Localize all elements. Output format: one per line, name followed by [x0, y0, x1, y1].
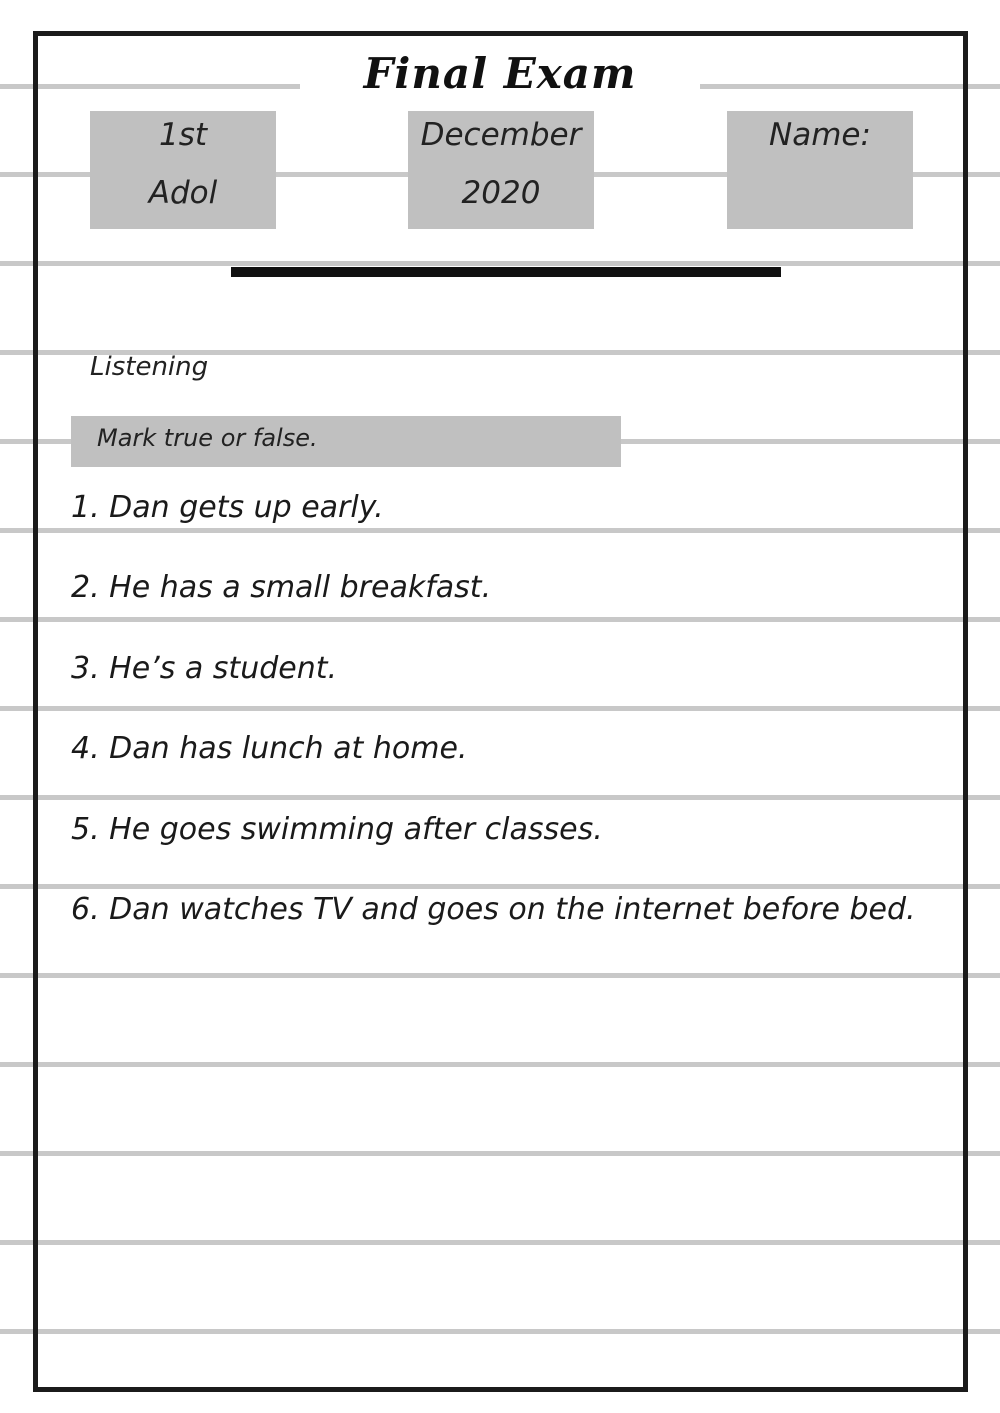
- instruction-text: Mark true or false.: [97, 424, 318, 452]
- date-box: [408, 111, 594, 229]
- date-year: 2020: [461, 175, 541, 211]
- statement-item[interactable]: 6. Dan watches TV and goes on the internet before bed.: [71, 892, 916, 927]
- date-month: December: [420, 117, 582, 153]
- statement-item[interactable]: 2. He has a small breakfast.: [71, 570, 492, 605]
- statement-item[interactable]: 5. He goes swimming after classes.: [71, 812, 603, 847]
- page-frame: [33, 31, 968, 1392]
- statement-item[interactable]: 1. Dan gets up early.: [71, 490, 384, 525]
- grade-line-2: Adol: [148, 175, 218, 211]
- name-label: Name:: [769, 117, 871, 153]
- statement-item[interactable]: 3. He’s a student.: [71, 651, 338, 686]
- grade-box: [90, 111, 276, 229]
- header-divider: [231, 267, 781, 277]
- statement-item[interactable]: 4. Dan has lunch at home.: [71, 731, 468, 766]
- instruction-bar: [71, 416, 621, 467]
- section-label: Listening: [90, 352, 209, 382]
- name-box[interactable]: [727, 111, 913, 229]
- grade-line-1: 1st: [158, 117, 208, 153]
- exam-title: Final Exam: [300, 44, 700, 104]
